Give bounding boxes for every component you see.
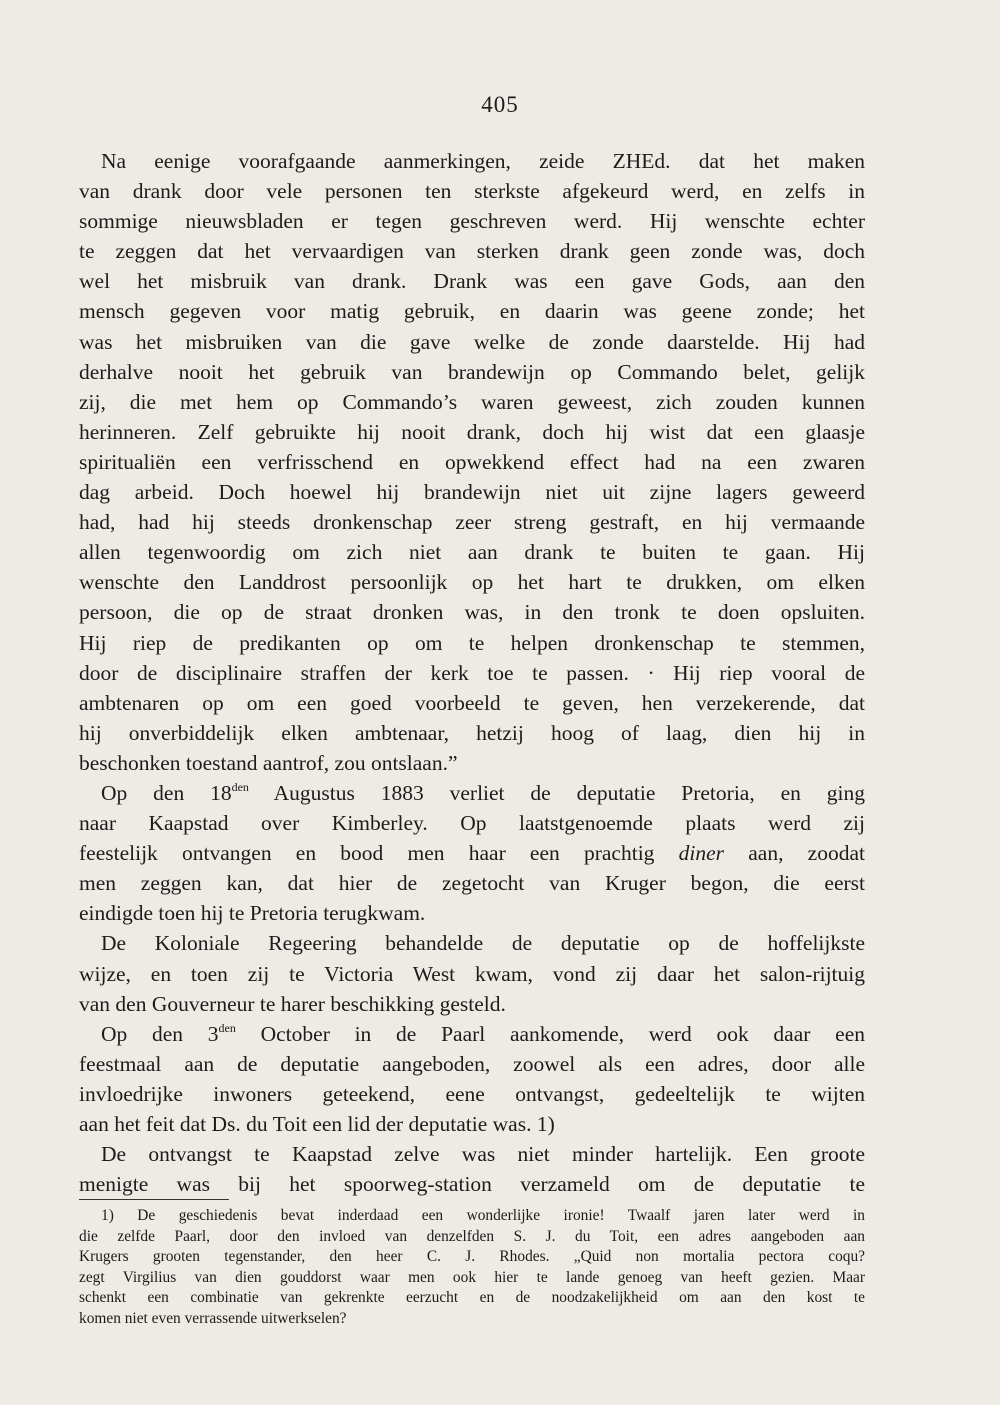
text-line: De Koloniale Regeering behandelde de deputatie op de hoffelijkste bbox=[101, 931, 865, 956]
footnote-line: 1) De geschiedenis bevat inderdaad een wonderlijke ironie! Twaalf jaren later werd in bbox=[101, 1207, 865, 1224]
text-line: derhalve nooit het gebruik van brandewijn op Commando belet, gelijk bbox=[79, 359, 865, 384]
paragraph-speech bbox=[79, 146, 865, 778]
page-number: 405 bbox=[481, 92, 519, 117]
text-line: allen tegenwoordig om zich niet aan drank te buiten te gaan. Hij bbox=[79, 540, 865, 565]
text-line: invloedrijke inwoners geteekend, eene ontvangst, gedeeltelijk te wijten bbox=[79, 1081, 865, 1106]
superscript: den bbox=[231, 779, 249, 794]
footnote-line: komen niet even verrassende uitwerkselen? bbox=[79, 1309, 347, 1327]
text-line: van den Gouverneur te harer beschikking gesteld. bbox=[79, 991, 506, 1016]
paragraph-departure bbox=[79, 778, 865, 928]
footnote bbox=[79, 1206, 865, 1330]
text-line: eindigde toen hij te Pretoria terugkwam. bbox=[79, 901, 426, 926]
text-line: had, had hij steeds dronkenschap zeer streng gestraft, en hij vermaande bbox=[79, 510, 865, 535]
footnote-divider bbox=[79, 1199, 229, 1200]
paragraph-cape-town bbox=[79, 1139, 865, 1199]
text-line: Hij riep de predikanten op om te helpen dronkenschap te stemmen, bbox=[79, 630, 865, 655]
text-line: zij, die met hem op Commando’s waren geweest, zich zouden kunnen bbox=[79, 389, 865, 414]
text-line: herinneren. Zelf gebruikte hij nooit drank, doch hij wist dat een glaasje bbox=[79, 419, 865, 444]
text-line: persoon, die op de straat dronken was, in den tronk te doen opsluiten. bbox=[79, 600, 865, 625]
superscript: den bbox=[218, 1020, 236, 1035]
text-line: menigte was bij het spoorweg-station verzameld om de deputatie te bbox=[79, 1172, 865, 1197]
text-line: door de disciplinaire straffen der kerk toe te passen. · Hij riep vooral de bbox=[79, 660, 865, 685]
text-line: Na eenige voorafgaande aanmerkingen, zeide ZHEd. dat het maken bbox=[101, 149, 865, 173]
text-line: wenschte den Landdrost persoonlijk op het hart te drukken, om elken bbox=[79, 570, 865, 595]
text-line: De ontvangst te Kaapstad zelve was niet minder hartelijk. Een groote bbox=[101, 1142, 865, 1167]
footnote-line: Krugers grooten tegenstander, den heer C. J. Rhodes. „Quid non mortalia pectora coqu? bbox=[79, 1248, 865, 1266]
text-line: feestelijk ontvangen en bood men haar een prachtig diner aan, zoodat bbox=[79, 841, 865, 866]
text-line: beschonken toestand aantrof, zou ontslaan.” bbox=[79, 750, 458, 775]
text-line: sommige nieuwsbladen er tegen geschreven werd. Hij wenschte echter bbox=[79, 209, 865, 234]
italic-word: diner bbox=[678, 841, 725, 866]
footnote-line: schenkt een combinatie van gekrenkte eerzucht en de noodzakelijkheid om aan den kost te bbox=[79, 1289, 865, 1307]
text-line: wijze, en toen zij te Victoria West kwam, vond zij daar het salon-rijtuig bbox=[79, 961, 865, 986]
footnote-line: zegt Virgilius van dien gouddorst waar men ook hier te lande genoeg van heeft gezien. Maar bbox=[79, 1268, 865, 1286]
text-line: aan het feit dat Ds. du Toit een lid der deputatie was. 1) bbox=[79, 1112, 555, 1136]
text-line: dag arbeid. Doch hoewel hij brandewijn niet uit zijne lagers geweerd bbox=[79, 480, 865, 505]
text-line: van drank door vele personen ten sterkste afgekeurd werd, en zelfs in bbox=[79, 179, 865, 204]
text-line: wel het misbruik van drank. Drank was een gave Gods, aan den bbox=[79, 269, 865, 294]
text-line: naar Kaapstad over Kimberley. Op laatstgenoemde plaats werd zij bbox=[79, 811, 865, 836]
text-line: feestmaal aan de deputatie aangeboden, zoowel als een adres, door alle bbox=[79, 1051, 865, 1076]
text-line: te zeggen dat het vervaardigen van sterken drank geen zonde was, doch bbox=[79, 239, 865, 264]
text-line: hij onverbiddelijk elken ambtenaar, hetzij hoog of laag, dien hij in bbox=[79, 720, 865, 745]
body-text bbox=[79, 146, 865, 1199]
text-line: mensch gegeven voor matig gebruik, en daarin was geene zonde; het bbox=[79, 299, 865, 324]
text-line: Op den $18^{den}$ Augustus 1883 verliet de deputatie Pretoria, en ging bbox=[101, 779, 865, 805]
footnote-line: die zelfde Paarl, door den invloed van denzelfden S. J. du Toit, een adres aangeboden aan bbox=[79, 1227, 865, 1245]
paragraph-colonial-government bbox=[79, 928, 865, 1018]
paragraph-paarl bbox=[79, 1019, 865, 1139]
text-line: Op den $3^{den}$ October in de Paarl aankomende, werd ook daar een bbox=[101, 1020, 865, 1046]
text-line: was het misbruiken van die gave welke de zonde daarstelde. Hij had bbox=[79, 329, 865, 354]
text-line: ambtenaren op om een goed voorbeeld te geven, hen verzekerende, dat bbox=[79, 690, 865, 715]
text-line: men zeggen kan, dat hier de zegetocht van Kruger begon, die eerst bbox=[79, 871, 865, 896]
text-line: spiritualiën een verfrisschend en opwekkend effect had na een zwaren bbox=[79, 449, 865, 474]
